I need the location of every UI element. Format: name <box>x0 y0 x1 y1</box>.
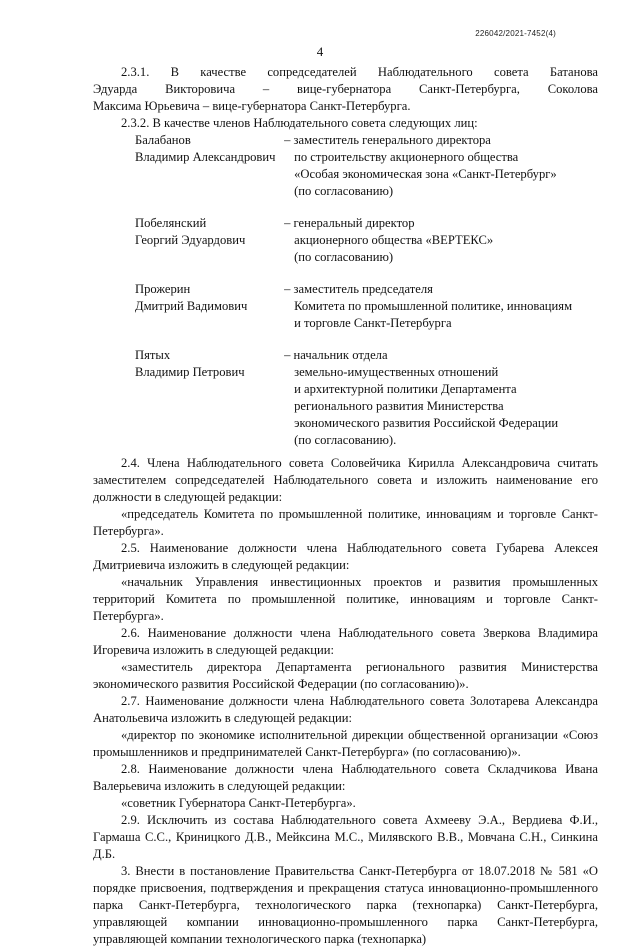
member-surname: Прожерин <box>135 282 191 296</box>
member-role-line: по строительству акционерного общества <box>294 150 519 164</box>
member-entry <box>135 132 598 200</box>
member-role <box>284 215 598 266</box>
document-body <box>93 64 598 948</box>
paragraph-2-6-quote: «заместитель директора Департамента регионального развития Министерства экономического развития Российской Федерации (по согласованию)». <box>93 660 598 691</box>
member-name <box>135 347 284 449</box>
member-role-line: регионального развития Министерства <box>294 399 504 413</box>
member-role-line: «Особая экономическая зона «Санкт-Петербург» <box>294 167 557 181</box>
paragraph-2-7-quote: «директор по экономике исполнительной дирекции общественной организации «Союз промышленников и предпринимателей Санкт-Петербурга» (по согласованию)». <box>93 728 598 759</box>
page-number: 4 <box>316 44 324 59</box>
paragraph-2-4: 2.4. Члена Наблюдательного совета Соловейчика Кирилла Александровича считать заместителем сопредседателей Наблюдательного совета и изложить наименование его должности в следующей редакции: <box>93 456 598 504</box>
member-entry <box>135 215 598 266</box>
member-role-title: – генеральный директор <box>284 216 415 230</box>
paragraph-2-7: 2.7. Наименование должности члена Наблюдательного совета Золотарева Александра Анатольевича изложить в следующей редакции: <box>93 694 598 725</box>
member-role-title: – заместитель председателя <box>284 282 433 296</box>
member-entry <box>135 347 598 449</box>
member-role-line: Комитета по промышленной политике, инновациям <box>294 299 573 313</box>
member-name <box>135 215 284 266</box>
member-given-name: Дмитрий Вадимович <box>135 299 248 313</box>
paragraph-2-9: 2.9. Исключить из состава Наблюдательного совета Ахмееву Э.А., Вердиева Ф.И., Гармаша С.С., Криницкого Д.В., Мейксина М.С., Милявского В.В., Мовчана С.Н., Синкина Д.Б. <box>93 813 598 861</box>
member-role-line: акционерного общества «ВЕРТЕКС» <box>294 233 494 247</box>
member-role-line: (по согласованию) <box>294 250 394 264</box>
member-role-line: (по согласованию). <box>294 433 397 447</box>
paragraph-2-8-quote: «советник Губернатора Санкт-Петербурга». <box>121 796 356 810</box>
member-surname: Пятых <box>135 348 171 362</box>
member-role-line: экономического развития Российской Федерации <box>294 416 559 430</box>
member-entry <box>135 281 598 332</box>
paragraph-2-4-quote: «председатель Комитета по промышленной политике, инновациям и торговле Санкт-Петербурга». <box>93 507 598 538</box>
member-role-line: и архитектурной политики Департамента <box>294 382 517 396</box>
paragraph-2-8: 2.8. Наименование должности члена Наблюдательного совета Складчикова Ивана Валерьевича изложить в следующей редакции: <box>93 762 598 793</box>
document-number: 226042/2021-7452(4) <box>475 29 556 38</box>
paragraph-2-6: 2.6. Наименование должности члена Наблюдательного совета Зверкова Владимира Игоревича изложить в следующей редакции: <box>93 626 598 657</box>
member-given-name: Владимир Петрович <box>135 365 245 379</box>
member-role-title: – начальник отдела <box>284 348 388 362</box>
member-given-name: Владимир Александрович <box>135 150 276 164</box>
paragraph-2-5: 2.5. Наименование должности члена Наблюдательного совета Губарева Алексея Дмитриевича изложить в следующей редакции: <box>93 541 598 572</box>
paragraph-2-3-2: 2.3.2. В качестве членов Наблюдательного совета следующих лиц: <box>121 116 478 130</box>
paragraph-2-3-1-line2: Эдуарда Викторовича – вице-губернатора Санкт-Петербурга, Соколова <box>93 82 598 96</box>
paragraph-2-5-quote: «начальник Управления инвестиционных проектов и развития промышленных территорий Комитета по промышленной политике, инновациям и торговле Санкт-Петербурга». <box>93 575 598 623</box>
member-role <box>284 281 598 332</box>
member-role <box>284 347 598 449</box>
member-role-title: – заместитель генерального директора <box>284 133 491 147</box>
member-role-line: и торговле Санкт-Петербурга <box>294 316 452 330</box>
member-name <box>135 132 284 200</box>
paragraph-3: 3. Внести в постановление Правительства Санкт-Петербурга от 18.07.2018 № 581 «О порядке присвоения, подтверждения и прекращения статуса инновационно-промышленного парка Санкт-Петербурга, технологического парка (технопарка) Санкт-Петербурга, управляющей компании инновационно-промышленного парка Санкт-Петербурга, управляющей компании технологического парка (технопарка) <box>93 864 598 946</box>
paragraph-2-3-1-line1: 2.3.1. В качестве сопредседателей Наблюдательного совета Батанова <box>121 65 598 79</box>
paragraph-2-3-1-line3: Максима Юрьевича – вице-губернатора Санкт-Петербурга. <box>93 99 411 113</box>
member-surname: Побелянский <box>135 216 207 230</box>
member-role <box>284 132 598 200</box>
members-list <box>135 132 598 449</box>
member-name <box>135 281 284 332</box>
member-role-line: земельно-имущественных отношений <box>294 365 499 379</box>
member-role-line: (по согласованию) <box>294 184 394 198</box>
member-surname: Балабанов <box>135 133 191 147</box>
member-given-name: Георгий Эдуардович <box>135 233 246 247</box>
